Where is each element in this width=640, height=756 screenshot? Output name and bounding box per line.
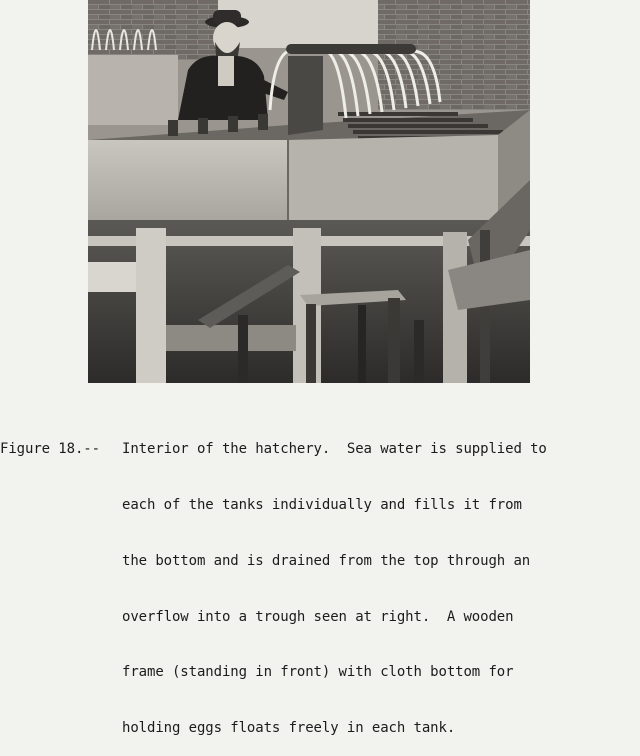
caption-text-6: holding eggs floats freely in each tank. [122,720,456,737]
hatchery-scene [88,0,530,383]
caption-line-6 [0,719,640,738]
tank-front-left [88,140,288,220]
caption-line-4 [0,608,640,627]
caption-text-2: each of the tanks individually and fills it from [122,496,522,513]
caption-text-4: overflow into a trough seen at right. A wooden [122,608,514,625]
caption-line-3 [0,552,640,571]
caption-line-2 [0,496,640,515]
caption-text-5: frame (standing in front) with cloth bottom for [122,664,514,681]
frame-leg-left [136,228,166,383]
supply-post [288,56,323,135]
manifold-pipe [286,44,416,54]
caption-line-1 [0,440,640,459]
caption-line-5 [0,663,640,682]
caption-text-3: the bottom and is drained from the top through an [122,552,531,569]
hatchery-photograph [88,0,530,383]
caption-text-1: Interior of the hatchery. Sea water is supplied to [122,441,547,458]
figure-label: Figure 18. [0,441,84,458]
tank-front-right [288,135,498,228]
figure-caption [0,403,640,756]
figure-dash: -- [83,441,100,458]
